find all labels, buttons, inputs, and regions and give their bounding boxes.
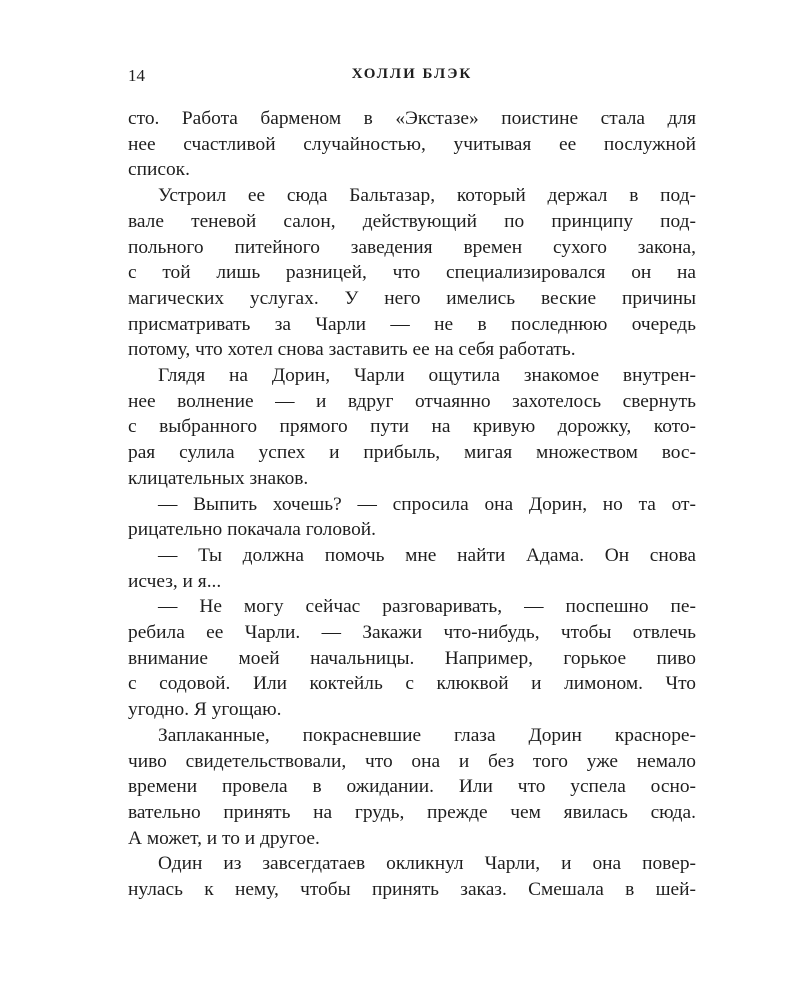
text-line: с той лишь разницей, что специализировался он на [128, 262, 696, 284]
text-line: исчез, и я... [128, 570, 222, 592]
running-title: ХОЛЛИ БЛЭК [351, 66, 473, 82]
text-line: с содовой. Или коктейль с клюквой и лимоном. Что [128, 673, 696, 695]
text-line: Устроил ее сюда Бальтазар, который держал в под- [158, 185, 696, 207]
page-header [128, 62, 696, 92]
text-line: список. [128, 159, 190, 181]
paragraph [128, 106, 696, 183]
text-line: потому, что хотел снова заставить ее на себя работать. [128, 339, 576, 361]
text-line: присматривать за Чарли — не в последнюю очередь [128, 313, 696, 335]
text-line: — Ты должна помочь мне найти Адама. Он снова [158, 544, 696, 566]
text-line: угодно. Я угощаю. [128, 699, 282, 721]
paragraph [128, 543, 696, 594]
paragraph [128, 851, 696, 902]
text-line: с выбранного прямого пути на кривую дорожку, кото- [128, 416, 696, 438]
text-line: Заплаканные, покрасневшие глаза Дорин красноре- [158, 724, 696, 746]
body-text [128, 106, 696, 903]
text-line: рицательно покачала головой. [128, 519, 376, 541]
text-line: — Выпить хочешь? — спросила она Дорин, но та от- [158, 493, 696, 515]
text-line: клицательных знаков. [128, 467, 309, 489]
book-page [128, 62, 696, 903]
text-line: времени провела в ожидании. Или что успела осно- [128, 776, 696, 798]
page-number: 14 [128, 66, 145, 85]
paragraph [128, 723, 696, 852]
text-line: — Не могу сейчас разговаривать, — поспешно пе- [158, 596, 696, 618]
paragraph [128, 183, 696, 363]
text-line: внимание моей начальницы. Например, горькое пиво [128, 647, 696, 669]
text-line: ребила ее Чарли. — Закажи что-нибудь, чтобы отвлечь [128, 622, 696, 644]
text-line: вале теневой салон, действующий по принципу под- [128, 210, 696, 232]
text-line: рая сулила успех и прибыль, мигая множеством вос- [128, 442, 696, 464]
text-line: Глядя на Дорин, Чарли ощутила знакомое внутрен- [158, 365, 696, 387]
paragraph [128, 363, 696, 492]
text-line: нулась к нему, чтобы принять заказ. Смешала в шей- [128, 879, 696, 901]
text-line: вательно принять на грудь, прежде чем явилась сюда. [128, 801, 696, 823]
text-line: нее волнение — и вдруг отчаянно захотелось свернуть [128, 390, 696, 412]
paragraph [128, 492, 696, 543]
text-line: магических услугах. У него имелись веские причины [128, 287, 696, 309]
text-line: сто. Работа барменом в «Экстазе» поистине стала для [128, 108, 696, 129]
paragraph [128, 594, 696, 723]
text-line: Один из завсегдатаев окликнул Чарли, и она повер- [158, 853, 696, 875]
text-line: нее счастливой случайностью, учитывая ее послужной [128, 133, 696, 155]
text-line: польного питейного заведения времен сухого закона, [128, 236, 696, 258]
text-line: чиво свидетельствовали, что она и без того уже немало [128, 750, 696, 772]
text-line: А может, и то и другое. [128, 827, 320, 849]
